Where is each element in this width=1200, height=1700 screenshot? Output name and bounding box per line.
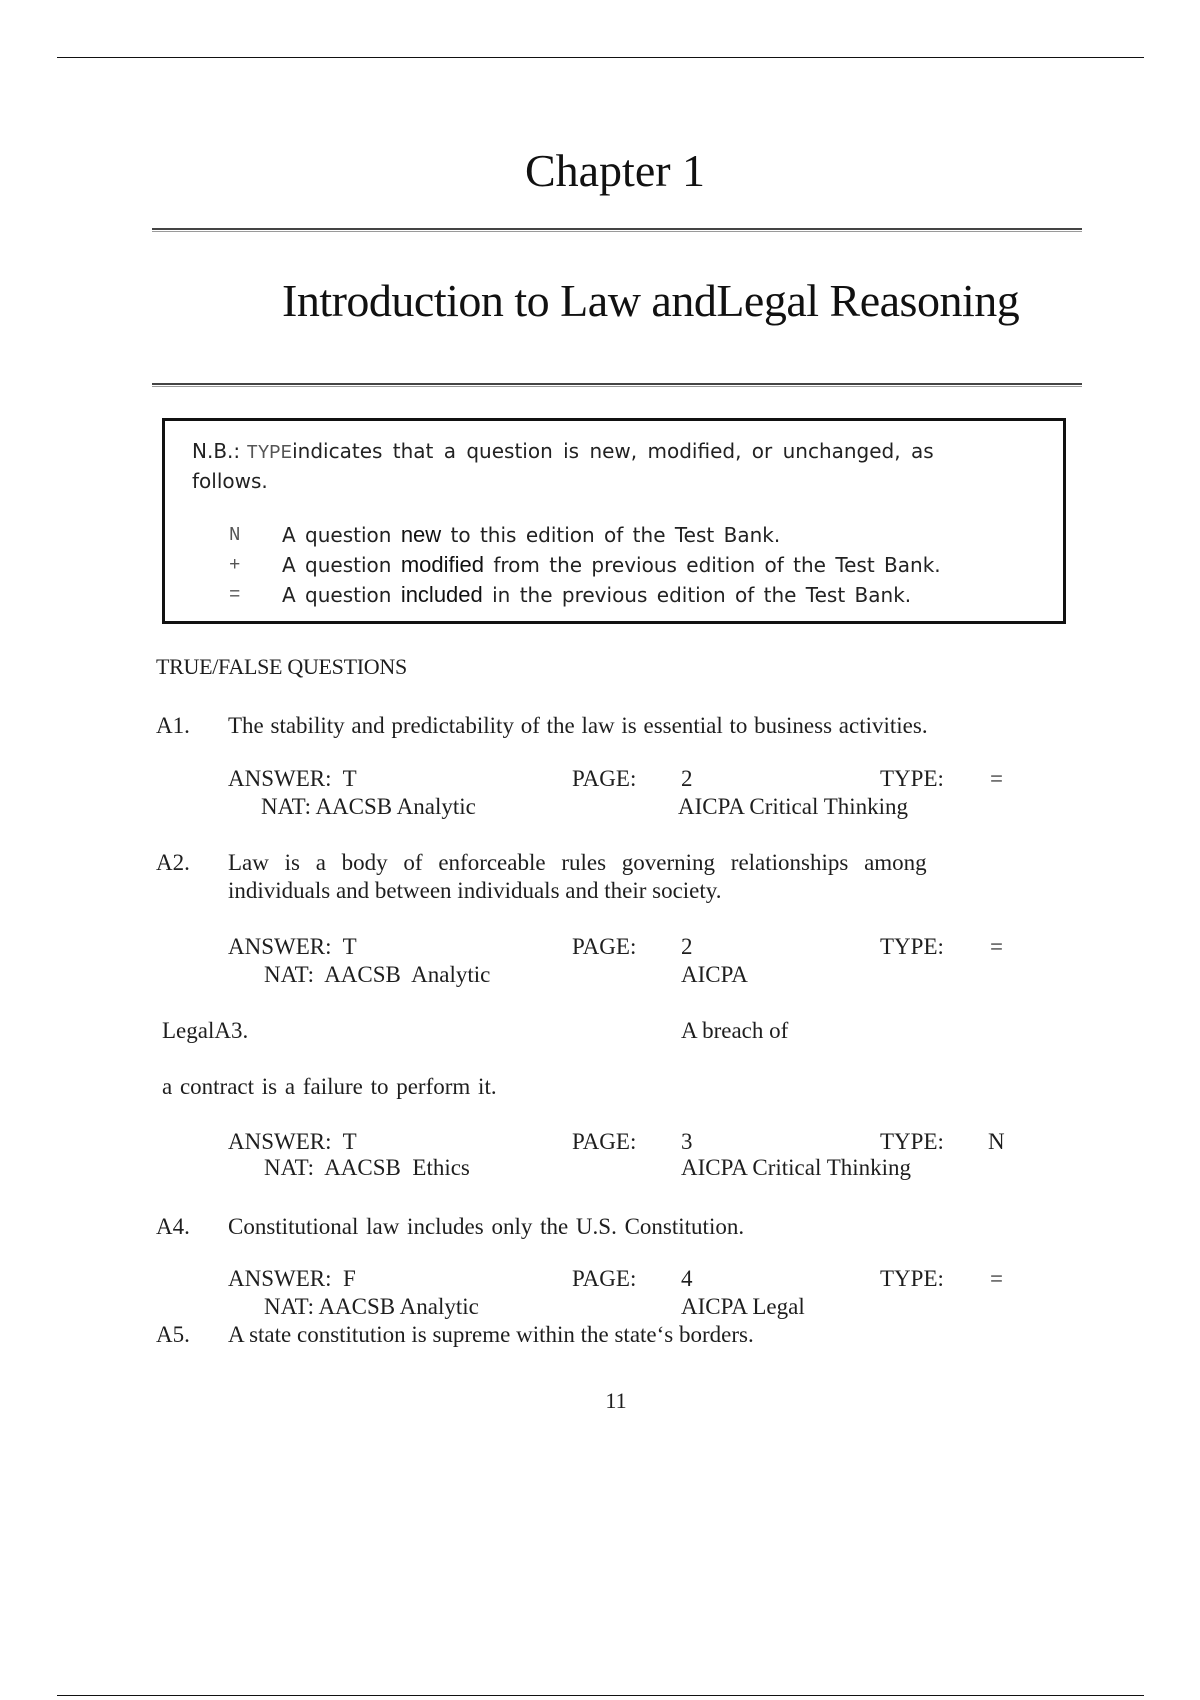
answer-label: ANSWER: T <box>228 766 357 791</box>
question-text-line2: individuals and between individuals and their society. <box>228 878 722 903</box>
legend-text-new <box>282 522 780 548</box>
type-value: = <box>990 766 1003 791</box>
note-intro-line <box>192 439 934 464</box>
legend-unchanged-before: A question <box>282 583 392 607</box>
question-number: A2. <box>156 850 190 875</box>
type-label: TYPE: <box>880 934 944 959</box>
question-text: The stability and predictability of the law is essential to business activities. <box>228 713 928 738</box>
type-value: = <box>990 934 1003 959</box>
question-text <box>228 850 1060 876</box>
legend-new-before: A question <box>282 523 392 547</box>
top-page-rule <box>57 57 1144 58</box>
page-label: PAGE: <box>572 1129 637 1154</box>
aicpa-tag: AICPA <box>681 962 748 987</box>
legend-modified-keyword: modified <box>400 552 484 577</box>
legend-symbol-modified: + <box>229 554 241 576</box>
page-number: 11 <box>605 1388 627 1413</box>
page-value: 2 <box>681 766 693 791</box>
note-type-word: TYPE <box>246 442 293 464</box>
legend-symbol-unchanged: = <box>229 584 241 606</box>
nat-tag: NAT: AACSB Ethics <box>264 1155 470 1180</box>
question-number-fragment: LegalA3. <box>162 1018 249 1043</box>
page-value: 4 <box>681 1266 693 1291</box>
section-heading: TRUE/FALSE QUESTIONS <box>156 654 407 679</box>
answer-label: ANSWER: T <box>228 934 357 959</box>
subtitle-rule <box>152 383 1082 387</box>
aicpa-tag: AICPA Critical Thinking <box>681 1155 912 1180</box>
page-label: PAGE: <box>572 1266 637 1291</box>
legend-new-keyword: new <box>400 522 442 547</box>
chapter-title-rule <box>152 228 1082 232</box>
question-number: A5. <box>156 1322 190 1347</box>
note-intro-rest: indicates that a question is new, modified, or unchanged, as <box>292 439 934 463</box>
page-value: 3 <box>681 1129 693 1154</box>
type-value: = <box>990 1266 1003 1291</box>
question-text-line1: Law is a body of enforceable rules governing relationships among <box>228 850 927 875</box>
note-intro-line2: follows. <box>192 469 268 493</box>
legend-text-unchanged <box>282 582 911 608</box>
type-label: TYPE: <box>880 766 944 791</box>
question-text: Constitutional law includes only the U.S. Constitution. <box>228 1214 745 1239</box>
type-label: TYPE: <box>880 1266 944 1291</box>
aicpa-tag: AICPA Critical Thinking <box>678 794 909 819</box>
legend-new-after: to this edition of the Test Bank. <box>450 523 781 547</box>
nat-tag: NAT: AACSB Analytic <box>261 794 476 819</box>
legend-symbol-new: N <box>229 524 241 546</box>
page-label: PAGE: <box>572 934 637 959</box>
question-text: A state constitution is supreme within the state‘s borders. <box>228 1322 754 1347</box>
aicpa-tag: AICPA Legal <box>681 1294 805 1319</box>
legend-modified-after: from the previous edition of the Test Bank. <box>493 553 941 577</box>
answer-label: ANSWER: F <box>228 1266 356 1291</box>
note-prefix: N.B.: <box>192 439 241 463</box>
nat-tag: NAT: AACSB Analytic <box>264 1294 479 1319</box>
page-value: 2 <box>681 934 693 959</box>
question-text-fragment: A breach of <box>681 1018 789 1043</box>
legend-unchanged-after: in the previous edition of the Test Bank. <box>492 583 912 607</box>
nat-tag: NAT: AACSB Analytic <box>264 962 491 987</box>
type-value: N <box>988 1129 1005 1154</box>
bottom-page-rule <box>57 1695 1144 1696</box>
legend-unchanged-keyword: included <box>400 582 483 607</box>
page-label: PAGE: <box>572 766 637 791</box>
question-number: A4. <box>156 1214 190 1239</box>
type-label: TYPE: <box>880 1129 944 1154</box>
answer-label: ANSWER: T <box>228 1129 357 1154</box>
legend-modified-before: A question <box>282 553 392 577</box>
legend-text-modified <box>282 552 941 578</box>
chapter-subtitle: Introduction to Law andLegal Reasoning <box>282 275 1020 326</box>
question-number: A1. <box>156 713 190 738</box>
question-text-line2: a contract is a failure to perform it. <box>162 1074 497 1099</box>
chapter-title: Chapter 1 <box>524 145 706 196</box>
